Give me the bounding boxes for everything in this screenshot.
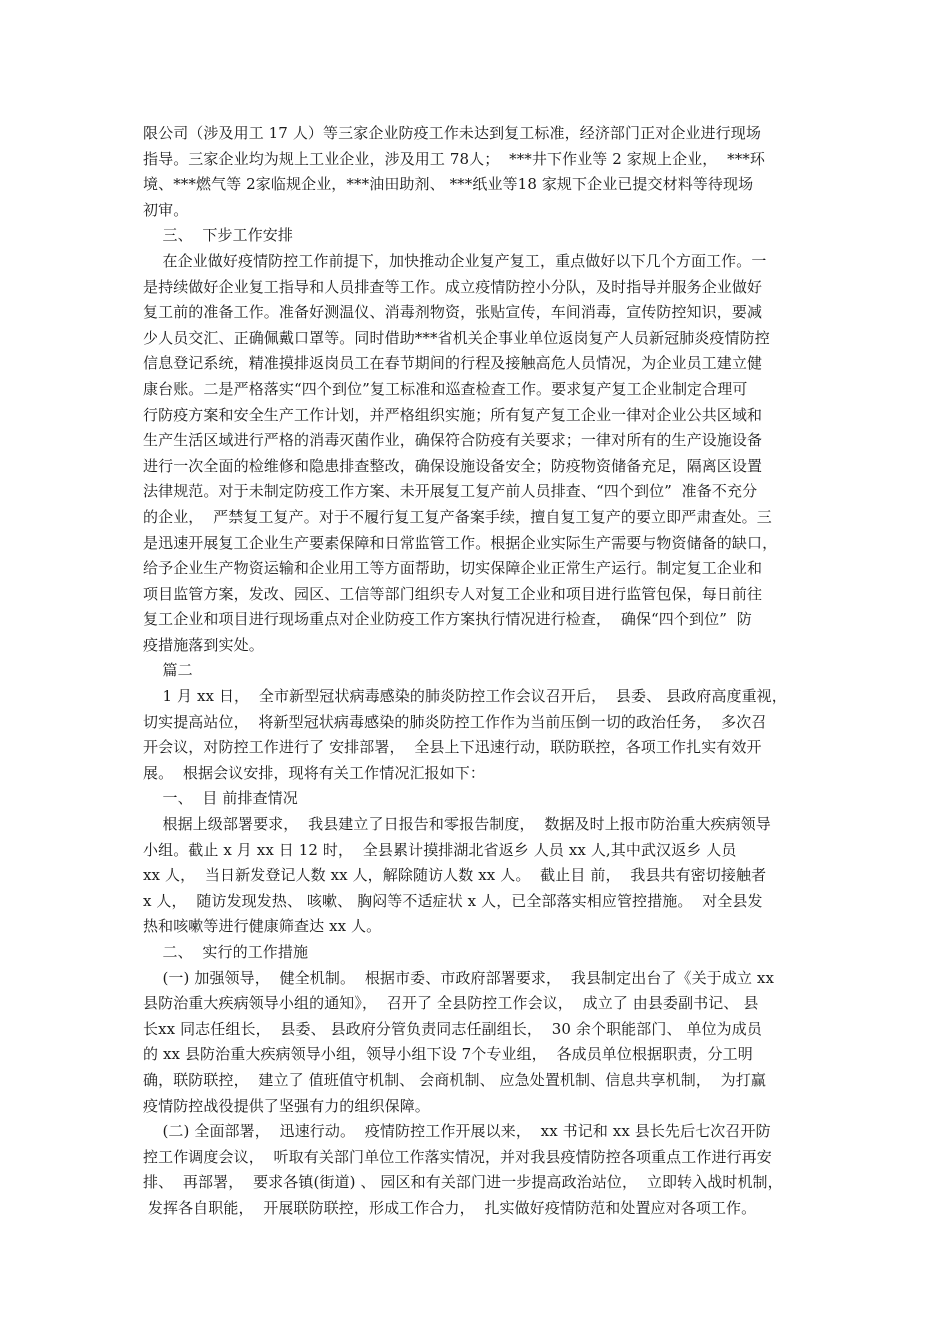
text-line: 二、 实行的工作措施 bbox=[143, 943, 309, 961]
text-line: 复工企业和项目进行现场重点对企业防疫工作方案执行情况进行检查， 确保“四个到位” 防 bbox=[143, 610, 752, 629]
text-line: 排、 再部署， 要求各镇(街道) 、 园区和有关部门进一步提高政治站位， 立即转入战时机制， bbox=[143, 1173, 783, 1192]
text-line: 根据上级部署要求， 我县建立了日报告和零报告制度， 数据及时上报市防治重大疾病领导 bbox=[143, 815, 771, 834]
text-line: 确，联防联控， 建立了 值班值守机制、 会商机制、 应急处置机制、信息共享机制， 为打赢 bbox=[143, 1070, 766, 1089]
document-body bbox=[143, 121, 819, 1222]
text-line: 疫措施落到实处。 bbox=[143, 635, 264, 654]
text-line: 的 xx 县防治重大疾病领导小组，领导小组下设 7个专业组， 各成员单位根据职责，分工明 bbox=[143, 1045, 753, 1064]
text-line: 行防疫方案和安全生产工作计划，并严格组织实施；所有复产复工企业一律对企业公共区域和 bbox=[143, 405, 763, 424]
text-line: 开会议，对防控工作进行了 安排部署， 全县上下迅速行动，联防联控，各项工作扎实有效开 bbox=[143, 738, 762, 757]
text-line: 指导。三家企业均为规上工业企业，涉及用工 78人； ***井下作业等 2 家规上企业， ***环 bbox=[143, 149, 766, 168]
text-line: 发挥各自职能， 开展联防联控，形成工作合力， 扎实做好疫情防范和处置应对各项工作。 bbox=[143, 1198, 757, 1217]
text-line: 生产生活区域进行严格的消毒灭菌作业，确保符合防疫有关要求；一律对所有的生产设施设备 bbox=[143, 431, 763, 450]
text-line: 切实提高站位， 将新型冠状病毒感染的肺炎防控工作作为当前压倒一切的政治任务， 多次召 bbox=[143, 712, 767, 731]
text-line: 进行一次全面的检维修和隐患排查整改，确保设施设备安全；防疫物资储备充足，隔离区设置 bbox=[143, 456, 763, 475]
text-line: 疫情防控战役提供了坚强有力的组织保障。 bbox=[143, 1096, 430, 1115]
text-line: (二) 全面部署， 迅速行动。 疫情防控工作开展以来， xx 书记和 xx 县长先后七次召开防 bbox=[143, 1122, 771, 1141]
text-line: 少人员交汇、正确佩戴口罩等。同时借助***省机关企事业单位返岗复产人员新冠肺炎疫情防控 bbox=[143, 328, 770, 347]
text-line: 一、 目 前排查情况 bbox=[143, 789, 298, 808]
text-line: xx 人， 当日新发登记人数 xx 人，解除随访人数 xx 人。 截止目 前， 我县共有密切接触者 bbox=[143, 866, 767, 885]
text-line: 境、***燃气等 2家临规企业，***油田助剂、 ***纸业等18 家规下企业已提交材料等待现场 bbox=[143, 175, 754, 194]
text-line: 法律规范。对于未制定防疫工作方案、未开展复工复产前人员排查、“四个到位” 准备不充分 bbox=[143, 482, 758, 501]
text-line: 是持续做好企业复工指导和人员排查等工作。成立疫情防控小分队，及时指导并服务企业做好 bbox=[143, 277, 763, 296]
text-line: 展。 根据会议安排，现将有关工作情况汇报如下： bbox=[143, 763, 485, 782]
text-line: 小组。截止 x 月 xx 日 12 时， 全县累计摸排湖北省返乡 人员 xx 人,其中武汉返乡 人员 bbox=[143, 840, 737, 859]
text-line: 篇二 bbox=[143, 661, 193, 680]
text-line: 的企业， 严禁复工复产。对于不履行复工复产备案手续，擅自复工复产的要立即严肃查处。三 bbox=[143, 507, 772, 526]
text-line: 控工作调度会议， 听取有关部门单位工作落实情况，并对我县疫情防控各项重点工作进行再安 bbox=[143, 1147, 772, 1166]
text-line: (一) 加强领导， 健全机制。 根据市委、市政府部署要求， 我县制定出台了《关于成立 xx bbox=[143, 968, 775, 987]
text-line: 项目监管方案，发改、园区、工信等部门组织专人对复工企业和项目进行监管包保，每日前往 bbox=[143, 584, 763, 603]
text-line: 1 月 xx 日， 全市新型冠状病毒感染的肺炎防控工作会议召开后， 县委、 县政府高度重视， bbox=[143, 687, 787, 706]
text-line: 三、 下步工作安排 bbox=[143, 226, 294, 245]
text-line: 限公司（涉及用工 17 人）等三家企业防疫工作未达到复工标准，经济部门正对企业进行现场 bbox=[143, 124, 761, 142]
text-line: 在企业做好疫情防控工作前提下，加快推动企业复产复工，重点做好以下几个方面工作。一 bbox=[143, 251, 767, 270]
text-line: 热和咳嗽等进行健康筛查达 xx 人。 bbox=[143, 917, 382, 936]
text-line: 长xx 同志任组长， 县委、 县政府分管负责同志任副组长， 30 余个职能部门、 单位为成员 bbox=[143, 1019, 762, 1038]
text-line: 信息登记系统，精准摸排返岗员工在春节期间的行程及接触高危人员情况，为企业员工建立健 bbox=[143, 354, 763, 373]
text-line: x 人， 随访发现发热、 咳嗽、 胸闷等不适症状 x 人，已全部落实相应管控措施。 对全县发 bbox=[143, 891, 763, 910]
text-line: 县防治重大疾病领导小组的通知》， 召开了 全县防控工作会议， 成立了 由县委副书记、 县 bbox=[143, 994, 759, 1013]
text-line: 初审。 bbox=[143, 200, 189, 219]
text-line: 给予企业生产物资运输和企业用工等方面帮助，切实保障企业正常生产运行。制定复工企业和 bbox=[143, 559, 763, 578]
text-line: 是迅速开展复工企业生产要素保障和日常监管工作。根据企业实际生产需要与物资储备的缺口， bbox=[143, 533, 778, 552]
text-line: 复工前的准备工作。准备好测温仪、消毒剂物资，张贴宣传，车间消毒，宣传防控知识，要减 bbox=[143, 303, 763, 322]
text-line: 康台账。二是严格落实“四个到位”复工标准和巡查检查工作。要求复产复工企业制定合理可 bbox=[143, 379, 748, 398]
